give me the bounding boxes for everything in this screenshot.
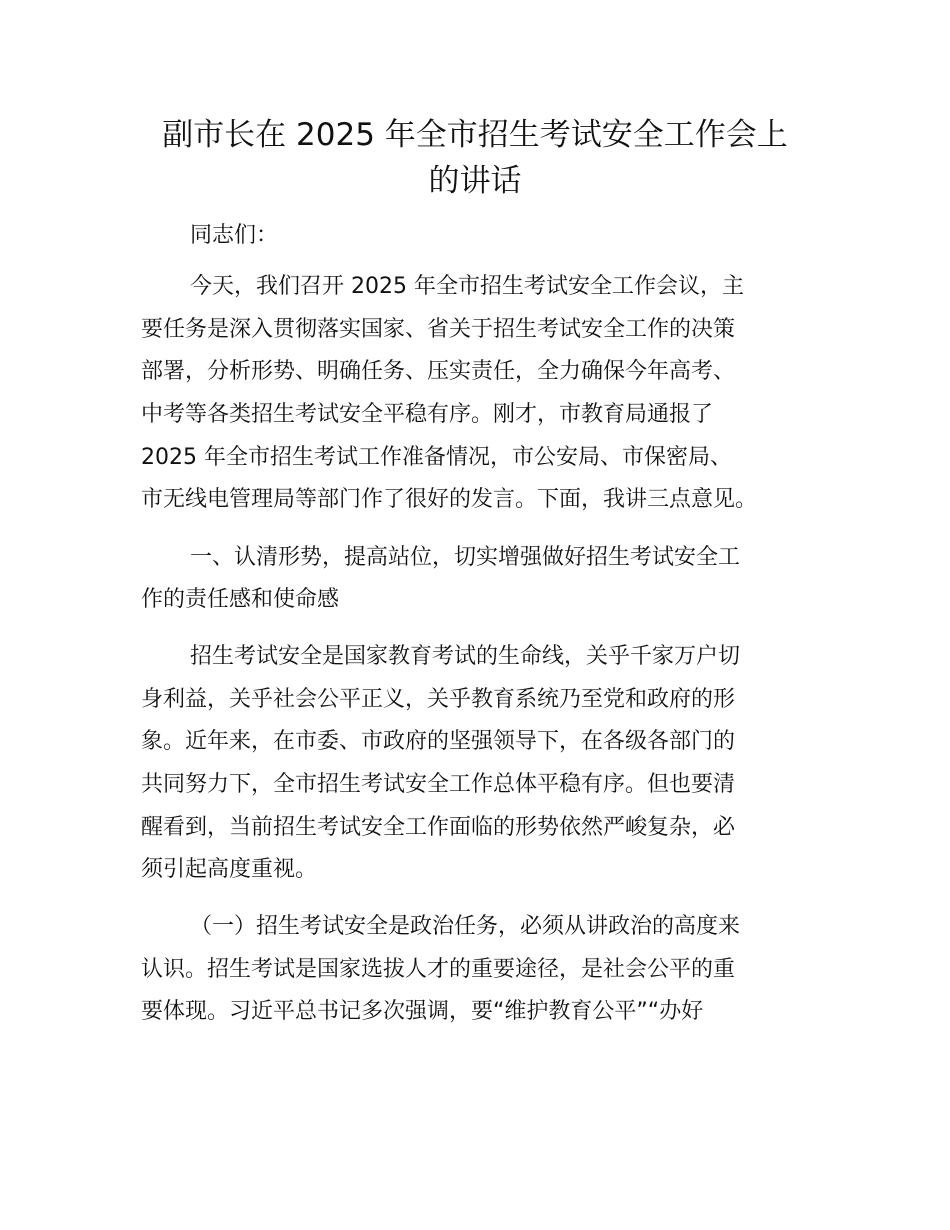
paragraph-line: 2025 年全市招生考试工作准备情况，市公安局、市保密局、: [141, 445, 732, 470]
paragraph-line: 中考等各类招生考试安全平稳有序。刚才，市教育局通报了: [141, 402, 714, 427]
paragraph-line: 要任务是深入贯彻落实国家、省关于招生考试安全工作的决策: [141, 317, 736, 342]
paragraph-line: 要体现。习近平总书记多次强调，要“维护教育公平”“办好: [141, 999, 704, 1024]
paragraph-line: 醒看到，当前招生考试安全工作面临的形势依然严峻复杂，必: [141, 815, 736, 840]
document-title-line-1: 副市长在 2025 年全市招生考试安全工作会上: [162, 117, 788, 153]
paragraph-line: 身利益，关乎社会公平正义，关乎教育系统乃至党和政府的形: [141, 687, 736, 712]
paragraph-line: 共同努力下，全市招生考试安全工作总体平稳有序。但也要清: [141, 772, 736, 797]
paragraph-line: 部署，分析形势、明确任务、压实责任，全力确保今年高考、: [141, 359, 736, 384]
subsection-line: （一）招生考试安全是政治任务，必须从讲政治的高度来: [190, 914, 741, 939]
paragraph-line: 今天，我们召开 2025 年全市招生考试安全工作会议，主: [190, 274, 744, 299]
paragraph-line: 象。近年来，在市委、市政府的坚强领导下，在各级各部门的: [141, 729, 736, 754]
section-heading-line: 一、认清形势，提高站位，切实增强做好招生考试安全工: [190, 545, 741, 570]
document-title-line-2: 的讲话: [428, 163, 522, 199]
paragraph-line: 认识。招生考试是国家选拔人才的重要途径，是社会公平的重: [141, 957, 736, 982]
section-heading-line: 作的责任感和使命感: [141, 587, 340, 612]
salutation: 同志们：: [190, 223, 279, 248]
paragraph-line: 招生考试安全是国家教育考试的生命线，关乎千家万户切: [190, 644, 741, 669]
paragraph-line: 市无线电管理局等部门作了很好的发言。下面，我讲三点意见。: [141, 487, 758, 512]
paragraph-line: 须引起高度重视。: [141, 857, 318, 882]
